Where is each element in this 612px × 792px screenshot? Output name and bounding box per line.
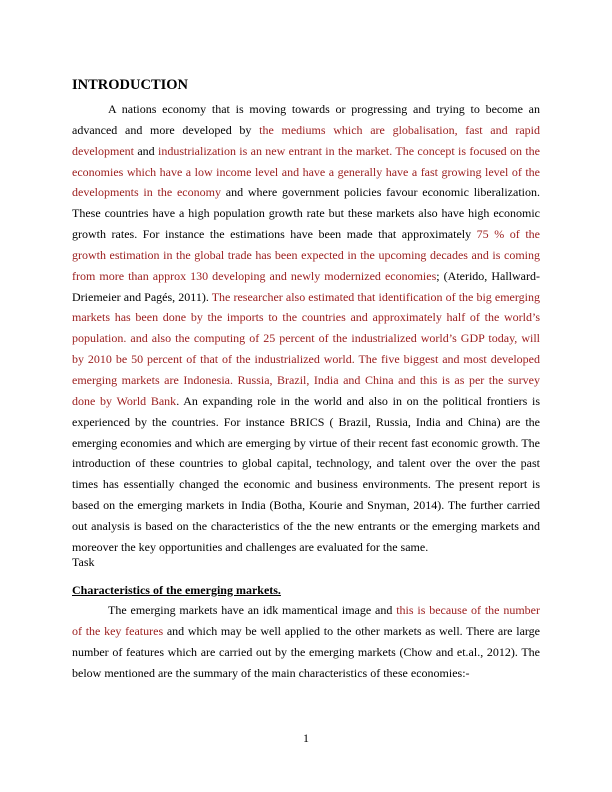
- characteristics-heading: Characteristics of the emerging markets.: [72, 583, 281, 597]
- introduction-paragraph: [72, 99, 540, 558]
- page-number: 1: [303, 731, 309, 745]
- text-segment: The emerging markets have an idk mamentical image and: [108, 603, 397, 617]
- task-label: Task: [72, 555, 95, 569]
- text-segment: . An expanding role in the world and also in on the political frontiers is experienced by the countries. For instance BRICS ( Brazil, Russia, India and China) are the emerging economies and which are emerging by virtue of their recent fast economic growth. The introduction of these countries to global capital, technology, and talent over the over the past times has essentially changed the economic and business environments. The present report is based on the emerging markets in India (Botha, Kourie and Snyman, 2014). The further carried out analysis is based on the characteristics of the the new entrants or the emerging markets and moreover the key opportunities and challenges are evaluated for the same.: [72, 393, 541, 554]
- text-segment: ; (Aterido, Hallward-Driemeier and Pagés, 2011).: [72, 268, 540, 304]
- highlighted-text-segment: The researcher also estimated that identification of the big emerging markets has been done by the imports to the countries and approximately half of the world’s population. and also the computing of 25 percent of the industrialized world’s GDP today, will by 2010 be 50 percent of that of the industrialized world. The five biggest and most developed emerging markets are Indonesia. Russia, Brazil, India and China and this is as per the survey done by World Bank: [72, 289, 540, 408]
- highlighted-text-segment: the mediums which are globalisation, fast and rapid development: [72, 122, 540, 158]
- highlighted-text-segment: 75 % of the growth estimation in the global trade has been expected in the upcoming decades and is coming from more than approx 130 developing and newly modernized economies: [72, 227, 540, 283]
- text-segment: and which may be well applied to the other markets as well. There are large number of features which are carried out by the emerging markets (Chow and et.al., 2012). The below mentioned are the summary of the main characteristics of these economies:-: [72, 623, 540, 680]
- highlighted-text-segment: this is because of the number of the key features: [72, 603, 540, 638]
- text-segment: A nations economy that is moving towards or progressing and trying to become an advanced and more developed by: [72, 102, 540, 137]
- text-segment: and where government policies favour economic liberalization. These countries have a high population growth rate but these markets also have high economic growth rates. For instance the estimations have been made that approximately: [72, 185, 540, 242]
- characteristics-paragraph: [72, 600, 540, 683]
- text-segment: and: [133, 143, 158, 158]
- highlighted-text-segment: industrialization is an new entrant in the market. The concept is focused on the economies which have a low income level and have a generally have a fast growing level of the developments in the economy: [72, 143, 540, 200]
- introduction-heading: INTRODUCTION: [72, 77, 189, 93]
